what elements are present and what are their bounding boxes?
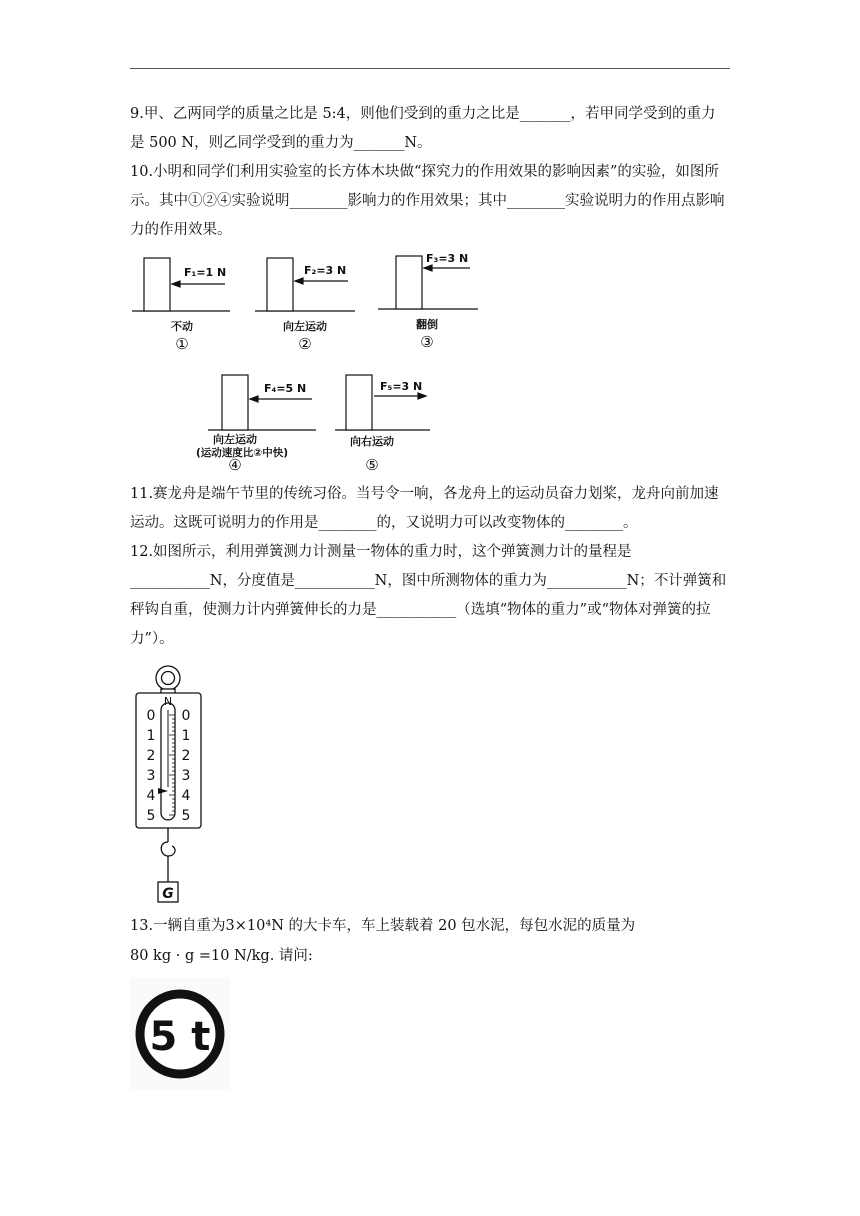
number-5: ⑤ [365,456,379,474]
tick-right-3: 3 [181,768,191,784]
question-12: 12.如图所示，利用弹簧测力计测量一物体的重力时，这个弹簧测力计的量程是___________N，分度值是___________N，图中所测物体的重力为___________N；不计弹簧和秤钩自重，使测力计内弹簧伸长的力是___________（选填“物体的重力”或“物体对弹簧的拉力”）。 [130,544,727,647]
tick-right-1: 1 [181,728,191,744]
force-label-4: F₄=5 N [264,382,307,395]
number-2: ② [298,335,312,353]
caption-1: 不动 [171,320,193,333]
number-1: ① [175,335,189,353]
force-label-3: F₃=3 N [426,252,469,265]
weight-label: G [162,886,174,902]
tick-right-0: 0 [181,708,191,724]
caption-3: 翻倒 [416,318,438,331]
tick-left-1: 1 [146,728,156,744]
weight-limit-sign [130,978,230,1090]
caption-2: 向左运动 [283,320,327,333]
number-4: ④ [228,456,242,474]
force-label-2: F₂=3 N [304,264,347,277]
caption-5: 向右运动 [350,435,394,448]
tick-left-2: 2 [146,748,156,764]
caption-4b: (运动速度比②中快) [196,447,288,459]
tick-left-0: 0 [146,708,156,724]
tick-left-5: 5 [146,808,156,824]
force-label-1: F₁=1 N [184,266,227,279]
weight-limit-text: 5 t [149,1014,211,1060]
spring-scale-figure [130,660,210,906]
force-effect-figure [130,246,469,474]
caption-4: 向左运动 [213,433,257,446]
tick-right-4: 4 [181,788,191,804]
question-11: 11.赛龙舟是端午节里的传统习俗。当号令一响，各龙舟上的运动员奋力划桨，龙舟向前加速运动。这既可说明力的作用是________的，又说明力可以改变物体的________。 [130,486,719,531]
tick-right-2: 2 [181,748,191,764]
tick-right-5: 5 [181,808,191,824]
question-13-line-2: 80 kg · g =10 N/kg. 请问: [130,948,313,964]
tick-left-4: 4 [146,788,156,804]
number-3: ③ [420,333,434,351]
question-13-line-1: 13.一辆自重为3×10⁴N 的大卡车，车上装载着 20 包水泥，每包水泥的质量为 [130,918,636,934]
force-label-5: F₅=3 N [380,380,423,393]
unit-label: N [163,695,173,708]
tick-left-3: 3 [146,768,156,784]
header-rule [130,68,730,69]
question-10: 10.小明和同学们利用实验室的长方体木块做“探究力的作用效果的影响因素”的实验，如图所示。其中①②④实验说明________影响力的作用效果；其中________实验说明力的作用点影响力的作用效果。 [130,164,725,238]
question-9: 9.甲、乙两同学的质量之比是 5:4，则他们受到的重力之比是_______，若甲同学受到的重力是 500 N，则乙同学受到的重力为_______N。 [130,106,716,151]
